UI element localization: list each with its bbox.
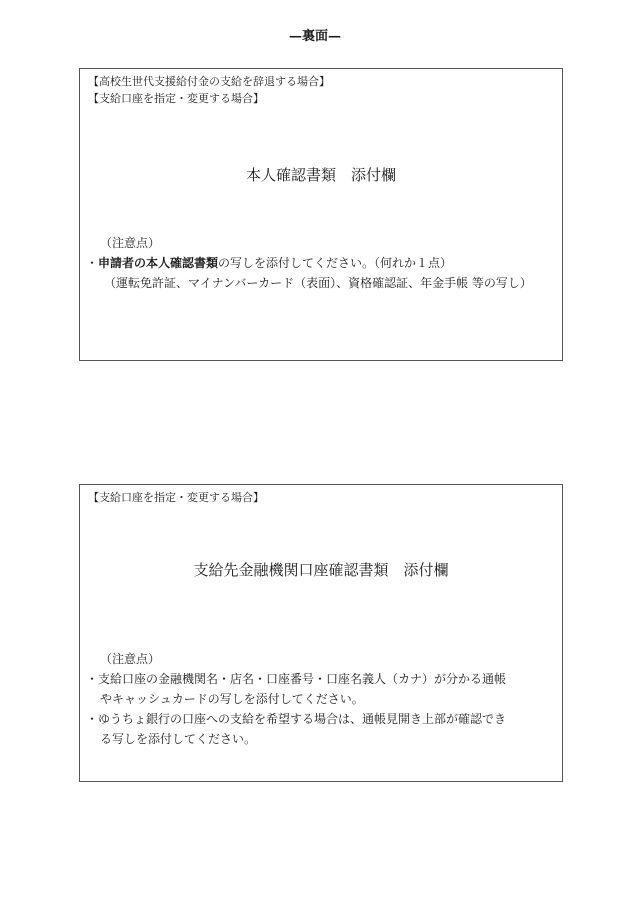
section-header-account: 【支給口座を指定・変更する場合】: [88, 92, 264, 105]
note-bullet: ・: [86, 256, 99, 270]
page-heading: —裏面—: [288, 29, 341, 44]
identity-notes: [86, 233, 556, 293]
bank-account-document-attachment-box: [79, 484, 563, 782]
note-item-1-line-2: やキャッシュカードの写しを添付してください。: [100, 692, 364, 706]
section-header-account: 【支給口座を指定・変更する場合】: [88, 491, 264, 504]
bank-notes: [86, 649, 556, 749]
note-item-1-line-1: ・支給口座の金融機関名・店名・口座番号・口座名義人（カナ）が分かる通帳: [86, 672, 507, 686]
note-bold-text: 申請者の本人確認書類: [98, 256, 219, 270]
bank-attachment-title: 支給先金融機関口座確認書類 添付欄: [193, 561, 449, 579]
note-item-2-line-2: る写しを添付してください。: [100, 732, 257, 746]
note-examples: （運転免許証、マイナンバーカード（表面）、資格確認証、年金手帳 等の写し）: [104, 276, 532, 290]
notes-heading: （注意点）: [100, 236, 161, 250]
note-item: [86, 253, 556, 273]
identity-document-attachment-box: [79, 68, 563, 361]
section-header-decline: 【高校生世代支援給付金の支給を辞退する場合】: [88, 75, 330, 88]
notes-heading: （注意点）: [100, 652, 161, 666]
note-item-2-line-1: ・ゆうちょ銀行の口座への支給を希望する場合は、通帳見開き上部が確認でき: [86, 712, 507, 726]
identity-attachment-title: 本人確認書類 添付欄: [245, 166, 396, 184]
note-text: の写しを添付してください。（何れか１点）: [218, 256, 453, 270]
